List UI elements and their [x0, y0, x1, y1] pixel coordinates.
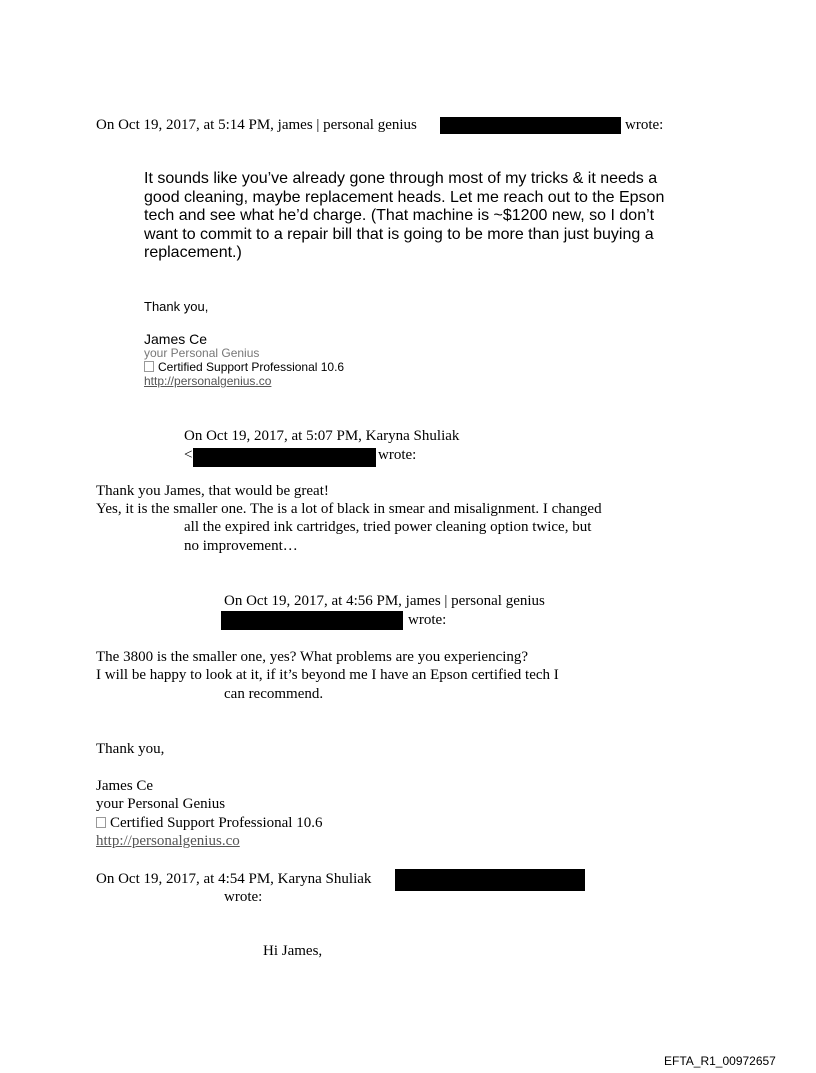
signature-link[interactable]: http://personalgenius.co: [144, 374, 272, 388]
email-header-2-wrote: wrote:: [378, 447, 417, 463]
signature-link[interactable]: http://personalgenius.co: [96, 833, 240, 849]
email-header-1: [96, 116, 417, 134]
email-body-1: It sounds like you’ve already gone through most of my tricks & it needs a good cleaning, maybe replacement heads. Let me reach out to the Epson tech and see what he’d charge. (That machine is ~$1200 new, so I don’t want to commit to a repair bill that is going to be more than just buying a replacement.): [144, 170, 665, 261]
email-body-3-line3: can recommend.: [224, 686, 324, 702]
signature-thanks: Thank you,: [144, 299, 209, 314]
email-body-4-greeting: Hi James,: [263, 943, 323, 959]
certificate-icon: [144, 361, 154, 372]
signature-cert-text: Certified Support Professional 10.6: [110, 815, 323, 831]
signature-thanks: Thank you,: [96, 741, 165, 757]
signature-title: your Personal Genius: [96, 796, 226, 812]
signature-title: your Personal Genius: [144, 346, 260, 360]
signature-cert-text: Certified Support Professional 10.6: [158, 360, 345, 374]
email-header-3-wrote: wrote:: [408, 612, 447, 628]
email-header-3-line1: On Oct 19, 2017, at 4:56 PM, james | personal genius: [224, 593, 545, 609]
email-header-2-line1: On Oct 19, 2017, at 5:07 PM, Karyna Shuliak: [184, 428, 460, 444]
certificate-icon: [96, 817, 106, 828]
email-body-2-line1: Thank you James, that would be great!: [96, 483, 329, 499]
document-id: EFTA_R1_00972657: [664, 1054, 776, 1068]
email-header-1-wrote: wrote:: [625, 117, 664, 133]
signature-cert: [144, 361, 344, 375]
email-body-2-line2: Yes, it is the smaller one. The is a lot of black in smear and misalignment. I changed: [96, 501, 602, 517]
signature-name: James Ce: [144, 331, 208, 347]
signature-cert: [96, 814, 322, 832]
signature-name: James Ce: [96, 778, 154, 794]
email-body-2-line4: no improvement…: [184, 538, 298, 554]
email-body-3-line2: I will be happy to look at it, if it’s beyond me I have an Epson certified tech I: [96, 667, 559, 683]
email-body-3-line1: The 3800 is the smaller one, yes? What problems are you experiencing?: [96, 649, 529, 665]
email-header-4-line1: On Oct 19, 2017, at 4:54 PM, Karyna Shuliak: [96, 871, 372, 887]
email-header-4-line2: wrote:: [224, 889, 263, 905]
redaction-block: [221, 611, 403, 630]
email-body-2-line3: all the expired ink cartridges, tried power cleaning option twice, but: [184, 519, 592, 535]
redaction-block: [440, 117, 621, 134]
email-header-2-lt: <: [184, 447, 193, 463]
redaction-block: [193, 448, 376, 467]
redaction-block: [395, 869, 585, 891]
email-header-1-prefix: On Oct 19, 2017, at 5:14 PM, james | personal genius: [96, 117, 417, 133]
